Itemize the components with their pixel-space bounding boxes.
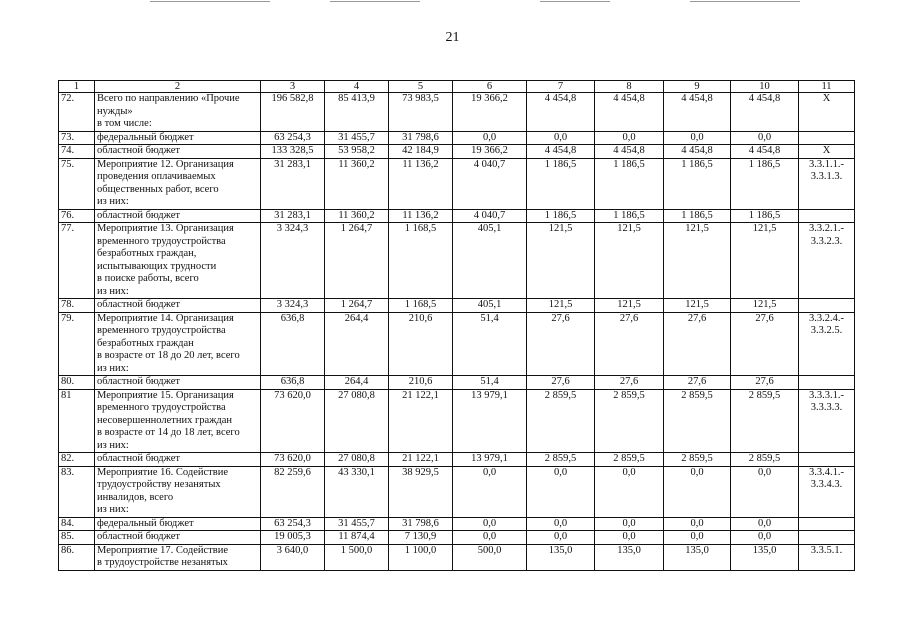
value-cell: 210,6 xyxy=(389,376,453,390)
header-cell: 2 xyxy=(95,81,261,93)
reference-cell: Х xyxy=(799,145,855,159)
row-number-cell: 75. xyxy=(59,158,95,209)
budget-table xyxy=(58,80,855,571)
value-cell: 27,6 xyxy=(595,376,664,390)
table-row xyxy=(59,312,855,376)
value-cell: 2 859,5 xyxy=(731,453,799,467)
value-cell: 63 254,3 xyxy=(261,517,325,531)
header-cell: 6 xyxy=(453,81,527,93)
reference-cell: 3.3.3.1.- 3.3.3.3. xyxy=(799,389,855,453)
value-cell: 4 040,7 xyxy=(453,209,527,223)
value-cell: 135,0 xyxy=(731,544,799,570)
value-cell: 135,0 xyxy=(527,544,595,570)
row-number-cell: 80. xyxy=(59,376,95,390)
value-cell: 0,0 xyxy=(664,131,731,145)
row-number-cell: 74. xyxy=(59,145,95,159)
reference-cell xyxy=(799,517,855,531)
value-cell: 210,6 xyxy=(389,312,453,376)
row-name-cell: федеральный бюджет xyxy=(95,517,261,531)
table-row xyxy=(59,544,855,570)
reference-cell xyxy=(799,531,855,545)
value-cell: 27,6 xyxy=(664,312,731,376)
value-cell: 63 254,3 xyxy=(261,131,325,145)
header-row xyxy=(59,81,855,93)
row-number-cell: 84. xyxy=(59,517,95,531)
reference-cell: 3.3.5.1. xyxy=(799,544,855,570)
table-row xyxy=(59,389,855,453)
value-cell: 0,0 xyxy=(453,531,527,545)
value-cell: 21 122,1 xyxy=(389,453,453,467)
value-cell: 27 080,8 xyxy=(325,453,389,467)
value-cell: 4 454,8 xyxy=(664,93,731,132)
value-cell: 1 186,5 xyxy=(731,209,799,223)
value-cell: 19 366,2 xyxy=(453,93,527,132)
value-cell: 31 283,1 xyxy=(261,158,325,209)
value-cell: 51,4 xyxy=(453,376,527,390)
table-row xyxy=(59,131,855,145)
value-cell: 121,5 xyxy=(595,223,664,299)
header-cell: 1 xyxy=(59,81,95,93)
row-name-cell: Мероприятие 14. Организация временного трудоустройства безработных граждан в возрасте от 18 до 20 лет, всего из них: xyxy=(95,312,261,376)
table-row xyxy=(59,531,855,545)
row-number-cell: 82. xyxy=(59,453,95,467)
value-cell: 21 122,1 xyxy=(389,389,453,453)
row-name-cell: Мероприятие 15. Организация временного трудоустройства несовершеннолетних граждан в возрасте от 14 до 18 лет, всего из них: xyxy=(95,389,261,453)
value-cell: 27,6 xyxy=(731,376,799,390)
value-cell: 2 859,5 xyxy=(731,389,799,453)
table-row xyxy=(59,376,855,390)
value-cell: 405,1 xyxy=(453,299,527,313)
value-cell: 4 454,8 xyxy=(664,145,731,159)
value-cell: 42 184,9 xyxy=(389,145,453,159)
value-cell: 85 413,9 xyxy=(325,93,389,132)
row-number-cell: 79. xyxy=(59,312,95,376)
value-cell: 0,0 xyxy=(595,131,664,145)
value-cell: 1 168,5 xyxy=(389,223,453,299)
row-number-cell: 76. xyxy=(59,209,95,223)
value-cell: 0,0 xyxy=(595,466,664,517)
row-number-cell: 72. xyxy=(59,93,95,132)
row-name-cell: областной бюджет xyxy=(95,376,261,390)
value-cell: 121,5 xyxy=(664,299,731,313)
header-cell: 4 xyxy=(325,81,389,93)
value-cell: 264,4 xyxy=(325,312,389,376)
value-cell: 1 186,5 xyxy=(595,209,664,223)
value-cell: 13 979,1 xyxy=(453,453,527,467)
value-cell: 27,6 xyxy=(664,376,731,390)
value-cell: 43 330,1 xyxy=(325,466,389,517)
row-name-cell: Мероприятие 16. Содействие трудоустройству незанятых инвалидов, всего из них: xyxy=(95,466,261,517)
row-number-cell: 77. xyxy=(59,223,95,299)
row-name-cell: областной бюджет xyxy=(95,145,261,159)
row-number-cell: 81 xyxy=(59,389,95,453)
value-cell: 0,0 xyxy=(595,517,664,531)
row-name-cell: областной бюджет xyxy=(95,531,261,545)
value-cell: 121,5 xyxy=(664,223,731,299)
value-cell: 1 186,5 xyxy=(731,158,799,209)
value-cell: 27,6 xyxy=(595,312,664,376)
value-cell: 1 186,5 xyxy=(595,158,664,209)
header-cell: 11 xyxy=(799,81,855,93)
value-cell: 0,0 xyxy=(731,466,799,517)
row-name-cell: областной бюджет xyxy=(95,209,261,223)
row-name-cell: областной бюджет xyxy=(95,453,261,467)
header-cell: 7 xyxy=(527,81,595,93)
value-cell: 1 100,0 xyxy=(389,544,453,570)
reference-cell: 3.3.2.1.- 3.3.2.3. xyxy=(799,223,855,299)
value-cell: 27 080,8 xyxy=(325,389,389,453)
value-cell: 0,0 xyxy=(527,517,595,531)
value-cell: 4 454,8 xyxy=(731,145,799,159)
reference-cell xyxy=(799,131,855,145)
value-cell: 0,0 xyxy=(664,517,731,531)
value-cell: 0,0 xyxy=(731,517,799,531)
value-cell: 2 859,5 xyxy=(664,453,731,467)
value-cell: 0,0 xyxy=(527,531,595,545)
reference-cell xyxy=(799,376,855,390)
value-cell: 1 264,7 xyxy=(325,223,389,299)
value-cell: 0,0 xyxy=(731,531,799,545)
table-row xyxy=(59,158,855,209)
value-cell: 135,0 xyxy=(595,544,664,570)
reference-cell xyxy=(799,209,855,223)
header-cell: 10 xyxy=(731,81,799,93)
value-cell: 264,4 xyxy=(325,376,389,390)
value-cell: 0,0 xyxy=(527,466,595,517)
value-cell: 1 168,5 xyxy=(389,299,453,313)
value-cell: 11 136,2 xyxy=(389,209,453,223)
header-cell: 5 xyxy=(389,81,453,93)
value-cell: 121,5 xyxy=(731,223,799,299)
value-cell: 27,6 xyxy=(527,312,595,376)
header-cell: 9 xyxy=(664,81,731,93)
value-cell: 0,0 xyxy=(527,131,595,145)
value-cell: 7 130,9 xyxy=(389,531,453,545)
value-cell: 1 186,5 xyxy=(527,158,595,209)
table-row xyxy=(59,223,855,299)
value-cell: 27,6 xyxy=(731,312,799,376)
value-cell: 73 620,0 xyxy=(261,389,325,453)
value-cell: 196 582,8 xyxy=(261,93,325,132)
value-cell: 11 136,2 xyxy=(389,158,453,209)
value-cell: 13 979,1 xyxy=(453,389,527,453)
reference-cell: 3.3.4.1.- 3.3.4.3. xyxy=(799,466,855,517)
reference-cell: 3.3.2.4.- 3.3.2.5. xyxy=(799,312,855,376)
value-cell: 31 798,6 xyxy=(389,517,453,531)
table-row xyxy=(59,299,855,313)
page-number: 21 xyxy=(445,30,460,45)
value-cell: 4 454,8 xyxy=(595,145,664,159)
row-name-cell: Мероприятие 13. Организация временного трудоустройства безработных граждан, испытывающих трудности в поиске работы, всего из них: xyxy=(95,223,261,299)
value-cell: 4 454,8 xyxy=(527,93,595,132)
value-cell: 53 958,2 xyxy=(325,145,389,159)
value-cell: 0,0 xyxy=(595,531,664,545)
header-cell: 8 xyxy=(595,81,664,93)
value-cell: 31 455,7 xyxy=(325,517,389,531)
header-cell: 3 xyxy=(261,81,325,93)
table-body xyxy=(59,81,855,571)
table-row xyxy=(59,93,855,132)
value-cell: 0,0 xyxy=(453,517,527,531)
value-cell: 2 859,5 xyxy=(527,453,595,467)
value-cell: 3 324,3 xyxy=(261,299,325,313)
reference-cell: Х xyxy=(799,93,855,132)
value-cell: 636,8 xyxy=(261,312,325,376)
row-number-cell: 78. xyxy=(59,299,95,313)
row-number-cell: 86. xyxy=(59,544,95,570)
value-cell: 3 324,3 xyxy=(261,223,325,299)
row-name-cell: областной бюджет xyxy=(95,299,261,313)
value-cell: 31 455,7 xyxy=(325,131,389,145)
value-cell: 2 859,5 xyxy=(595,389,664,453)
value-cell: 11 360,2 xyxy=(325,209,389,223)
value-cell: 19 005,3 xyxy=(261,531,325,545)
row-number-cell: 85. xyxy=(59,531,95,545)
value-cell: 2 859,5 xyxy=(527,389,595,453)
value-cell: 38 929,5 xyxy=(389,466,453,517)
value-cell: 2 859,5 xyxy=(664,389,731,453)
row-name-cell: Всего по направлению «Прочие нужды» в том числе: xyxy=(95,93,261,132)
value-cell: 1 186,5 xyxy=(664,158,731,209)
reference-cell: 3.3.1.1.- 3.3.1.3. xyxy=(799,158,855,209)
table-row xyxy=(59,517,855,531)
reference-cell xyxy=(799,299,855,313)
value-cell: 82 259,6 xyxy=(261,466,325,517)
value-cell: 3 640,0 xyxy=(261,544,325,570)
row-name-cell: федеральный бюджет xyxy=(95,131,261,145)
value-cell: 0,0 xyxy=(731,131,799,145)
value-cell: 0,0 xyxy=(453,466,527,517)
value-cell: 4 454,8 xyxy=(595,93,664,132)
value-cell: 2 859,5 xyxy=(595,453,664,467)
value-cell: 135,0 xyxy=(664,544,731,570)
table-row xyxy=(59,453,855,467)
row-number-cell: 83. xyxy=(59,466,95,517)
value-cell: 4 454,8 xyxy=(527,145,595,159)
value-cell: 4 454,8 xyxy=(731,93,799,132)
value-cell: 1 264,7 xyxy=(325,299,389,313)
row-name-cell: Мероприятие 17. Содействие в трудоустройстве незанятых xyxy=(95,544,261,570)
row-number-cell: 73. xyxy=(59,131,95,145)
table-row xyxy=(59,145,855,159)
value-cell: 0,0 xyxy=(453,131,527,145)
value-cell: 1 500,0 xyxy=(325,544,389,570)
value-cell: 0,0 xyxy=(664,466,731,517)
table-row xyxy=(59,209,855,223)
value-cell: 500,0 xyxy=(453,544,527,570)
table-row xyxy=(59,466,855,517)
row-name-cell: Мероприятие 12. Организация проведения оплачиваемых общественных работ, всего из них: xyxy=(95,158,261,209)
value-cell: 4 040,7 xyxy=(453,158,527,209)
top-scan-rules xyxy=(0,0,905,4)
value-cell: 51,4 xyxy=(453,312,527,376)
value-cell: 1 186,5 xyxy=(527,209,595,223)
value-cell: 121,5 xyxy=(527,299,595,313)
reference-cell xyxy=(799,453,855,467)
value-cell: 27,6 xyxy=(527,376,595,390)
value-cell: 636,8 xyxy=(261,376,325,390)
value-cell: 121,5 xyxy=(731,299,799,313)
value-cell: 121,5 xyxy=(527,223,595,299)
value-cell: 11 360,2 xyxy=(325,158,389,209)
value-cell: 19 366,2 xyxy=(453,145,527,159)
value-cell: 0,0 xyxy=(664,531,731,545)
value-cell: 73 983,5 xyxy=(389,93,453,132)
value-cell: 31 798,6 xyxy=(389,131,453,145)
value-cell: 121,5 xyxy=(595,299,664,313)
value-cell: 31 283,1 xyxy=(261,209,325,223)
value-cell: 73 620,0 xyxy=(261,453,325,467)
value-cell: 133 328,5 xyxy=(261,145,325,159)
value-cell: 1 186,5 xyxy=(664,209,731,223)
value-cell: 11 874,4 xyxy=(325,531,389,545)
value-cell: 405,1 xyxy=(453,223,527,299)
